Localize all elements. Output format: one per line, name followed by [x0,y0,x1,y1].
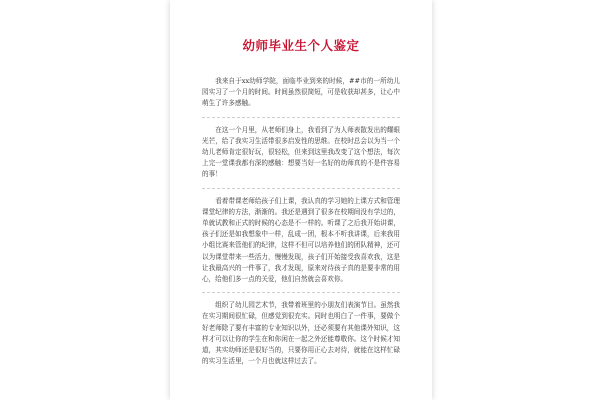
paragraph-4: 组织了幼儿园艺术节，我带着班里的小朋友们表演节目。虽然我在实习期间很忙碌，但感觉到很充实。同时也明白了一件事，要做个好老师除了要有丰富的专业知识以外，还必须要有其他课外知识，这样才可以让你的学生在和你闲在一起之外还能尊敬你。这个时候才知道，其实幼师还是很好当的，只要你用正心去对待，就能在这样忙碌的实习生活里，一个月也就这样过去了。 [202,301,400,366]
document-title: 幼师毕业生个人鉴定 [242,38,360,53]
paragraph-divider [202,292,400,293]
paragraph-divider [202,188,400,189]
document-page [170,0,432,400]
paragraph-2: 在这一个月里，从老师们身上，我看到了为人师表散发出的耀眼光芒，给了我实习生活带很多启发性的思维。在校时总会以为当一个幼儿老师肯定很好玩，很轻松，但来到这里我改变了这个想法，每次上完一堂课我都有深的感触：想要当好一名好的幼师真的不是件容易的事！ [202,125,400,179]
paragraph-1: 我来自于xx幼师学院，面临毕业到来的时候，##市的一所幼儿园实习了一个月的时间。时间虽然很简短，可是收获却甚多，让心中萌生了许多感触。 [202,77,400,108]
paragraph-divider [202,117,400,118]
document-body [202,76,400,381]
paragraph-3: 看着带课老师给孩子们上课，我认真的学习她的上课方式和管理课堂纪律的方法，渐渐的。我还是遇到了很多在校期间没有学过的，单就试教和正式的时候的心态是不一样的。听课了之后我开始讲课，孩子们还是如我想象中一样，乱成一团，根本不听我讲课，后来我用小组比赛来管他们的纪律，这样不但可以培养他们的团队精神，还可以为课堂带来一些活力，慢慢发现，孩子们开始接受我喜欢我，这是让我最高兴的一件事了，我才发现，原来对待孩子真的是要非常的用心，给他们多一点的关爱，他们自然就会喜欢你。 [202,196,400,284]
